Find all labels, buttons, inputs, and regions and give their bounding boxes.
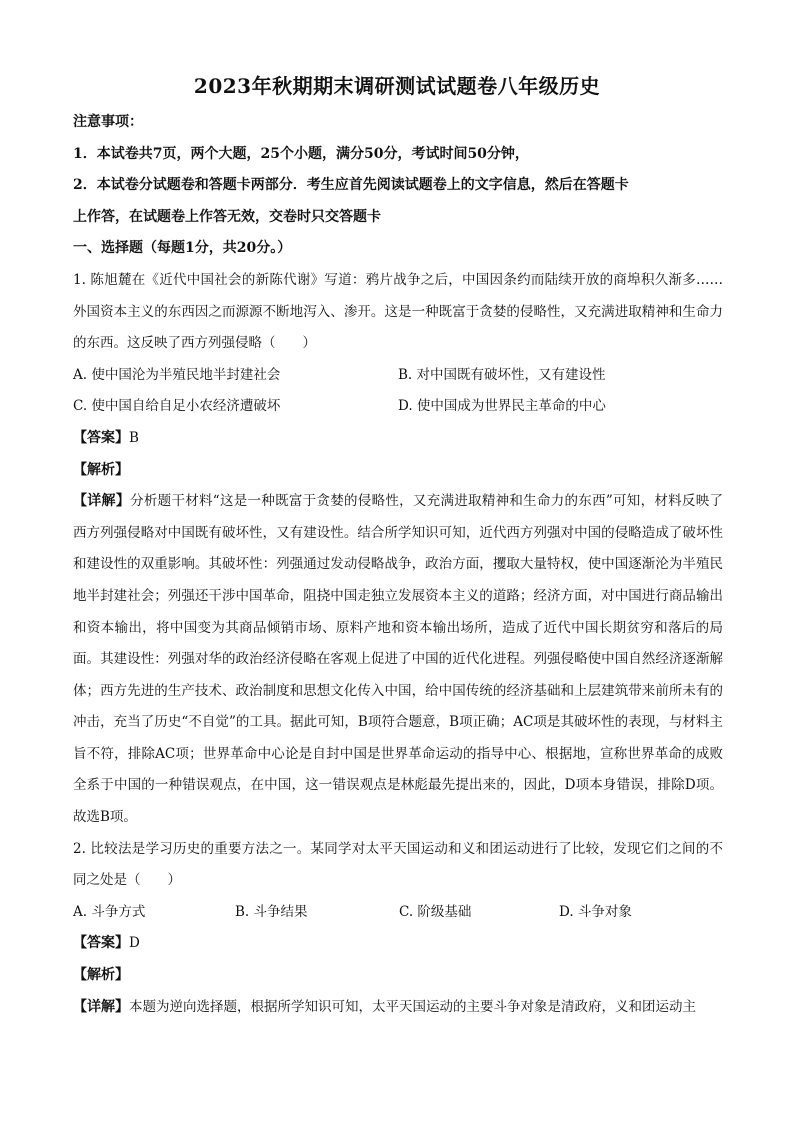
page-title: 2023年秋期期末调研测试试题卷八年级历史 (193, 74, 601, 98)
question-2-option-c: C. 阶级基础 (399, 903, 472, 920)
answer-tag: 【答案】 (73, 935, 129, 952)
question-2-option-b: B. 斗争结果 (235, 903, 308, 920)
question-2-option-d: D. 斗争对象 (559, 903, 632, 920)
detail-tag: 【详解】 (73, 998, 129, 1015)
question-1-detail (73, 486, 723, 834)
question-2-detail (73, 992, 723, 1024)
question-2-options (73, 897, 723, 929)
notice-item-2b: 上作答，在试题卷上作答无效，交卷时只交答题卡 (73, 208, 381, 225)
notice-heading: 注意事项： (73, 114, 143, 130)
question-2-analysis-tag: 【解析】 (73, 967, 129, 984)
question-2-stem: 2. 比较法是学习历史的重要方法之一。某同学对太平天国运动和义和团运动进行了比较，发现它们之间的不同之处是（ ） (73, 840, 723, 889)
question-2-detail-text: 本题为逆向选择题，根据所学知识可知，太平天国运动的主要斗争对象是清政府，义和团运动主 (129, 998, 696, 1015)
document-body (73, 107, 723, 1023)
question-1-options-row-1 (73, 360, 723, 392)
question-1-option-d: D. 使中国成为世界民主革命的中心 (398, 398, 606, 415)
question-1-detail-text: 分析题干材料“这是一种既富于贪婪的侵略性，又充满进取精神和生命力的东西”可知，材料反映了西方列强侵略对中国既有破坏性，又有建设性。结合所学知识可知，近代西方列强对中国的侵略造成了破坏性和建设性的双重影响。其破坏性：列强通过发动侵略战争，政治方面，攫取大量特权，使中国逐渐沦为半殖民地半封建社会；列强还干涉中国革命，阻挠中国走独立发展资本主义的道路；经济方面，对中国进行商品输出和资本输出，将中国变为其商品倾销市场、原料产地和资本输出场所，造成了近代中国长期贫穷和落后的局面。其建设性：列强对华的政治经济侵略在客观上促进了中国的近代化进程。列强侵略使中国自然经济逐渐解体；西方先进的生产技术、政治制度和思想文化传入中国，给中国传统的经济基础和上层建筑带来前所未有的冲击，充当了历史“不自觉”的工具。据此可知，B项符合题意，B项正确；AC项是其破坏性的表现，与材料主旨不符，排除AC项；世界革命中心论是自封中国是世界革命运动的指导中心、根据地，宣称世界革命的成败全系于中国的一种错误观点，在中国，这一错误观点是林彪最先提出来的，因此，D项本身错误，排除D项。故选B项。 (73, 493, 723, 826)
question-1-options-row-2 (73, 391, 723, 423)
section-heading: 一、选择题（每题1分，共20分。） (73, 240, 292, 257)
question-1-stem: 1. 陈旭麓在《近代中国社会的新陈代谢》写道：鸦片战争之后，中国因条约而陆续开放的商埠积久渐多……外国资本主义的东西因之而源源不断地泻入、渗开。这是一种既富于贪婪的侵略性，又充满进取精神和生命力的东西。这反映了西方列强侵略（ ） (73, 271, 723, 352)
question-1-option-c: C. 使中国自给自足小农经济遭破坏 (73, 398, 281, 415)
question-2-answer (73, 928, 723, 960)
notice-item-1: 1．本试卷共7页，两个大题，25个小题，满分50分，考试时间50分钟， (73, 145, 529, 162)
question-2-option-a: A. 斗争方式 (73, 903, 146, 920)
question-1-answer-value: B (129, 429, 139, 446)
notice-item-2a: 2．本试卷分试题卷和答题卡两部分．考生应首先阅读试题卷上的文字信息，然后在答题卡 (73, 177, 629, 194)
detail-tag: 【详解】 (73, 493, 131, 510)
question-1-option-b: B. 对中国既有破坏性，又有建设性 (398, 366, 606, 383)
question-1-answer (73, 423, 723, 455)
question-2-answer-value: D (129, 935, 140, 952)
answer-tag: 【答案】 (73, 429, 129, 446)
question-1-option-a: A. 使中国沦为半殖民地半封建社会 (73, 366, 281, 383)
question-1-analysis-tag: 【解析】 (73, 461, 129, 478)
